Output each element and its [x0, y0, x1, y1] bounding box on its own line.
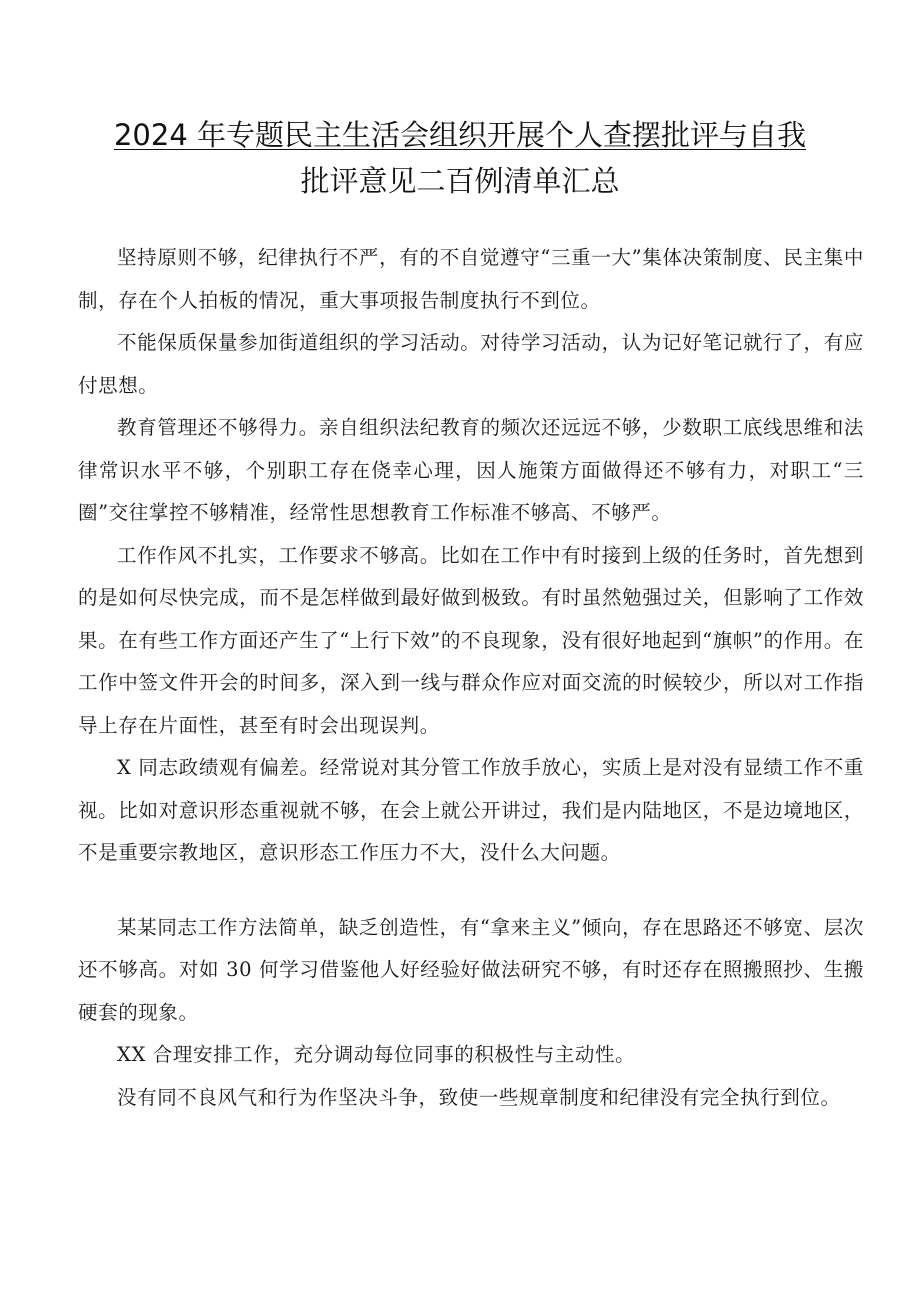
paragraph: XX 合理安排工作，充分调动每位同事的积极性与主动性。	[117, 1043, 636, 1066]
paragraph: 坚持原则不够，纪律执行不严，有的不自觉遵守“三重一大”集体决策制度、民主集中制，存在个人拍板的情况，重大事项报告制度执行不到位。	[78, 246, 864, 312]
paragraph: 工作作风不扎实，工作要求不够高。比如在工作中有时接到上级的任务时，首先想到的是如何尽快完成，而不是怎样做到最好做到极致。有时虽然勉强过关，但影响了工作效果。在有些工作方面还产生了“上行下效”的不良现象，没有很好地起到“旗帜”的作用。在工作中签文件开会的时间多，深入到一线与群众作应对面交流的时候较少，所以对工作指导上存在片面性，甚至有时会出现误判。	[78, 543, 864, 737]
paragraph: 某某同志工作方法简单，缺乏创造性，有“拿来主义”倾向，存在思路还不够宽、层次还不够高。对如 30 何学习借鉴他人好经验好做法研究不够，有时还存在照搬照抄、生搬硬套的现象。	[78, 915, 864, 1024]
title-line-2: 批评意见二百例清单汇总	[300, 164, 620, 198]
paragraph: 教育管理还不够得力。亲自组织法纪教育的频次还远远不够，少数职工底线思维和法律常识水平不够，个别职工存在侥幸心理，因人施策方面做得还不够有力，对职工“三圈”交往掌控不够精准，经常性思想教育工作标准不够高、不够严。	[78, 416, 864, 524]
document-body	[78, 237, 864, 1119]
document-title	[70, 112, 850, 204]
paragraph: 没有同不良风气和行为作坚决斗争，致使一些规章制度和纪律没有完全执行到位。	[117, 1085, 841, 1109]
paragraph: 不能保质保量参加街道组织的学习活动。对待学习活动，认为记好笔记就行了，有应付思想。	[78, 331, 864, 397]
title-line-1: 2024 年专题民主生活会组织开展个人查摆批评与自我	[113, 118, 807, 152]
paragraph: X 同志政绩观有偏差。经常说对其分管工作放手放心，实质上是对没有显绩工作不重视。比如对意识形态重视就不够，在会上就公开讲过，我们是内陆地区，不是边境地区，不是重要宗教地区，意识形态工作压力不大，没什么大问题。	[78, 756, 864, 864]
